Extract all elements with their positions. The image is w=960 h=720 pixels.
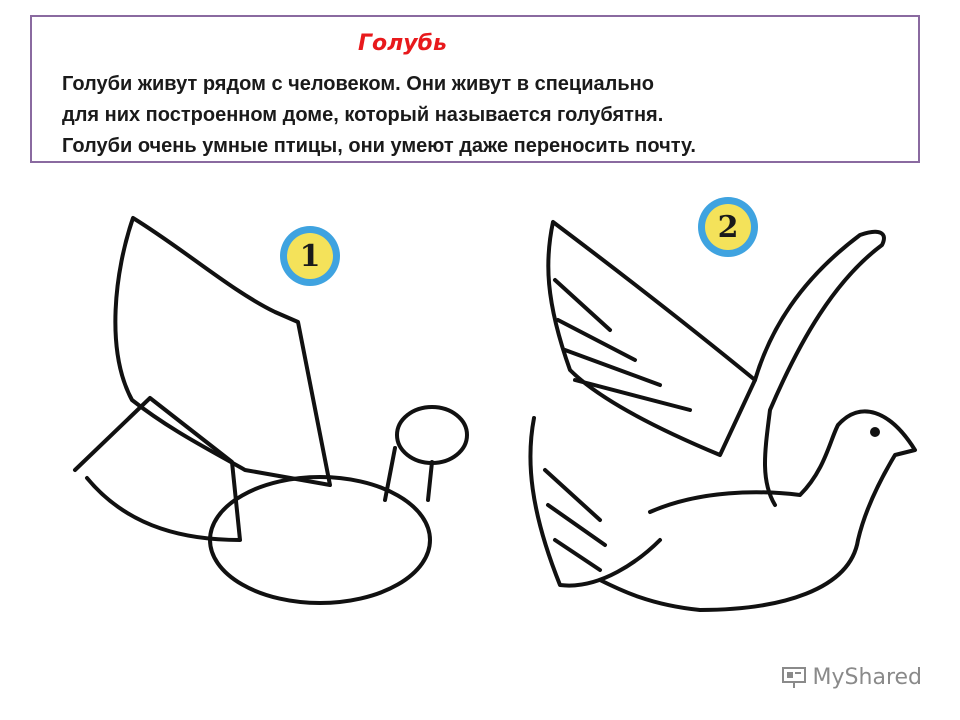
step-1-number: 1 xyxy=(287,233,333,279)
pigeon-step-2-sketch xyxy=(530,222,915,610)
description-line-1: Голуби живут рядом с человеком. Они живут в специально xyxy=(62,73,654,95)
step-2-number: 2 xyxy=(705,204,751,250)
presentation-board-icon xyxy=(781,664,807,690)
watermark xyxy=(781,664,922,690)
watermark-text: MyShared xyxy=(812,664,922,690)
step-1-badge xyxy=(280,226,340,286)
pigeon-step-1-sketch xyxy=(75,218,467,603)
page-title: Голубь xyxy=(358,31,447,56)
step-2-badge xyxy=(698,197,758,257)
description-line-3: Голуби очень умные птицы, они умеют даже переносить почту. xyxy=(62,135,696,157)
description-line-2: для них построенном доме, который называется голубятня. xyxy=(62,104,664,126)
